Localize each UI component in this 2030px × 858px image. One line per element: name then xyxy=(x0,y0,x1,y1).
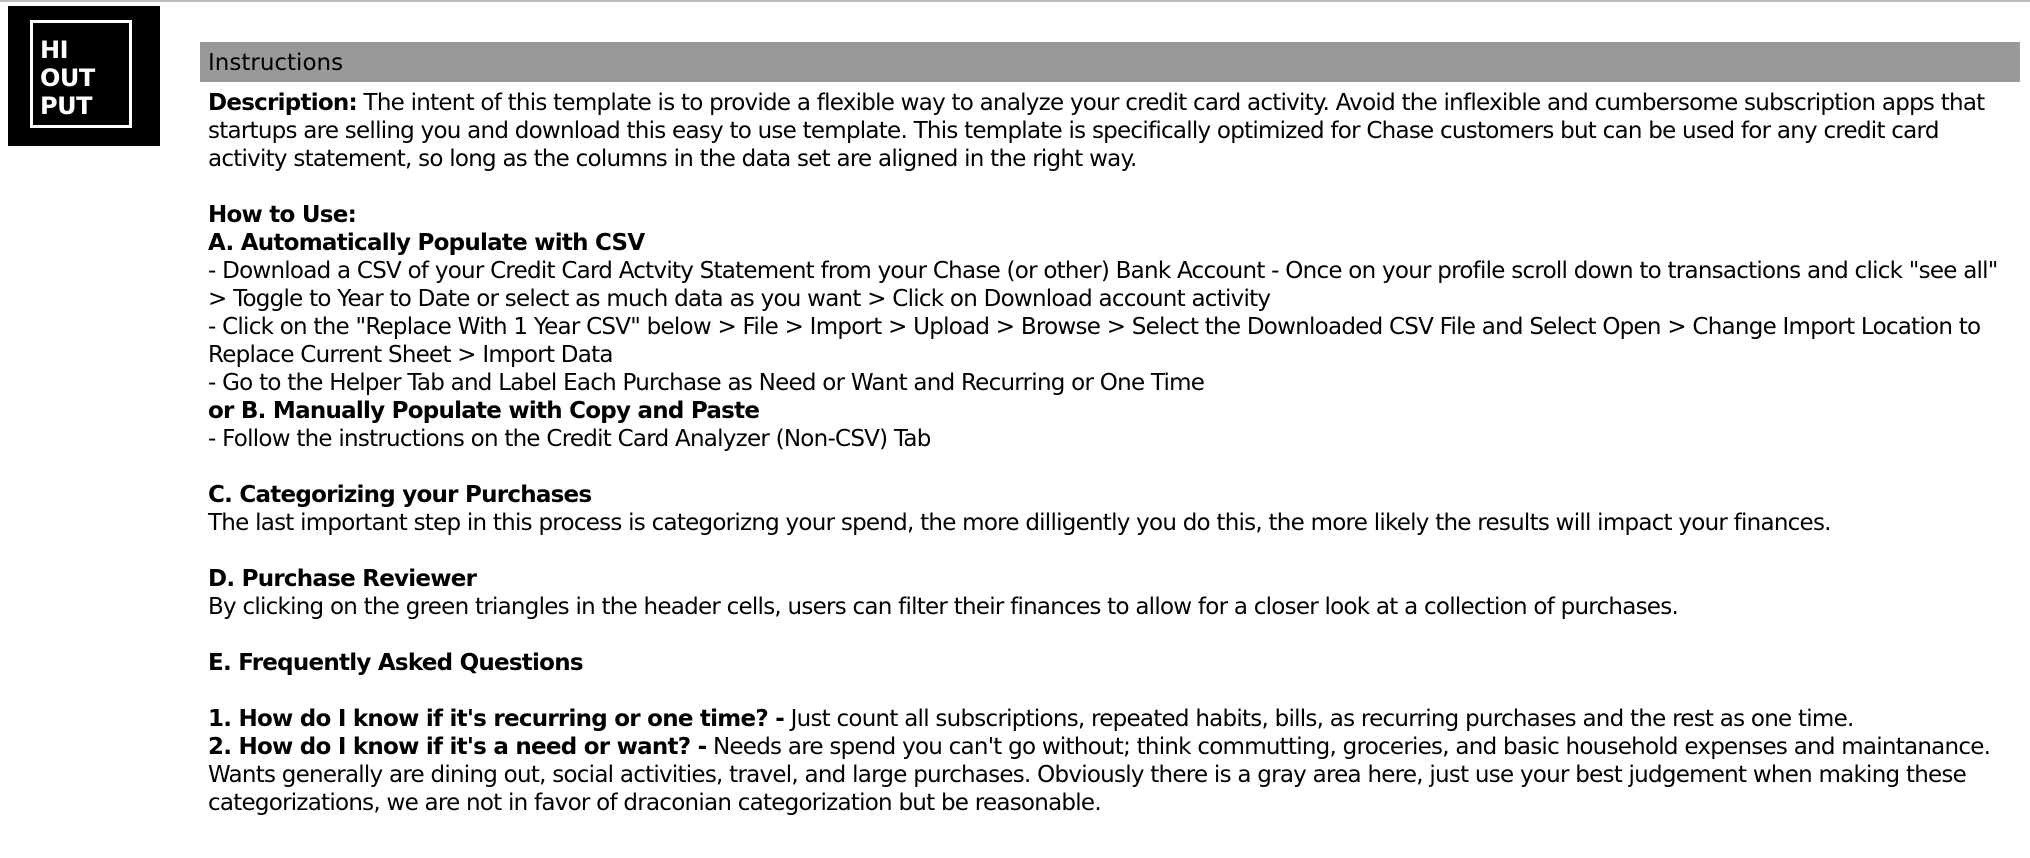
section-d-text: By clicking on the green triangles in the header cells, users can filter their finances to allow for a closer look at a collection of purchases. xyxy=(208,594,1679,620)
logo-line-1: HI xyxy=(40,36,69,64)
section-c-text: The last important step in this process is categorizng your spend, the more dilligently you do this, the more likely the results will impact your finances. xyxy=(208,510,1831,536)
faq-answer-1: Just count all subscriptions, repeated habits, bills, as recurring purchases and the rest as one time. xyxy=(784,706,1854,732)
spacer xyxy=(208,537,2018,565)
instructions-body xyxy=(208,89,2018,817)
logo-line-3: PUT xyxy=(40,92,92,120)
how-to-use-heading: How to Use: xyxy=(208,202,357,228)
spacer xyxy=(208,173,2018,201)
instructions-header xyxy=(200,42,2020,82)
hi-output-logo xyxy=(8,6,160,146)
faq-question-2: 2. How do I know if it's a need or want? - xyxy=(208,734,707,760)
section-c-heading: C. Categorizing your Purchases xyxy=(208,482,592,508)
faq-item-2 xyxy=(208,733,2018,817)
faq-answer-2: Needs are spend you can't go without; think commutting, groceries, and basic household expenses and maintanance. Wants generally are dining out, social activities, travel, and large purchases. Obviously there is a gray area here, just use your best judgement when making these categorizations, we are not in favor of draconian categorization but be reasonable. xyxy=(208,734,1991,816)
section-a-step-3: - Go to the Helper Tab and Label Each Purchase as Need or Want and Recurring or One Time xyxy=(208,370,1205,396)
description-text: The intent of this template is to provide a flexible way to analyze your credit card activity. Avoid the inflexible and cumbersome subscription apps that startups are selling you and download this easy to use template. This template is specifically optimized for Chase customers but can be used for any credit card activity statement, so long as the columns in the data set are aligned in the right way. xyxy=(208,90,1985,172)
section-a-step-1: - Download a CSV of your Credit Card Actvity Statement from your Chase (or other) Bank Account - Once on your profile scroll down to transactions and click "see all" > Toggle to Year to Date or select as much data as you want > Click on Download account activity xyxy=(208,258,1998,312)
section-a-step-2: - Click on the "Replace With 1 Year CSV" below > File > Import > Upload > Browse > Select the Downloaded CSV File and Select Open > Change Import Location to Replace Current Sheet > Import Data xyxy=(208,314,1981,368)
spacer xyxy=(208,621,2018,649)
description-paragraph xyxy=(208,89,2018,173)
section-d-heading: D. Purchase Reviewer xyxy=(208,566,477,592)
section-b-step-1: - Follow the instructions on the Credit Card Analyzer (Non-CSV) Tab xyxy=(208,426,931,452)
faq-question-1: 1. How do I know if it's recurring or one time? - xyxy=(208,706,785,732)
logo-line-2: OUT xyxy=(40,64,95,92)
top-border xyxy=(0,0,2030,2)
spacer xyxy=(208,677,2018,705)
section-a-heading: A. Automatically Populate with CSV xyxy=(208,230,645,256)
faq-item-1 xyxy=(208,705,2018,733)
description-label: Description: xyxy=(208,90,357,116)
section-b-heading: or B. Manually Populate with Copy and Paste xyxy=(208,398,760,424)
section-e-heading: E. Frequently Asked Questions xyxy=(208,650,583,676)
spacer xyxy=(208,453,2018,481)
instructions-title: Instructions xyxy=(208,50,344,76)
